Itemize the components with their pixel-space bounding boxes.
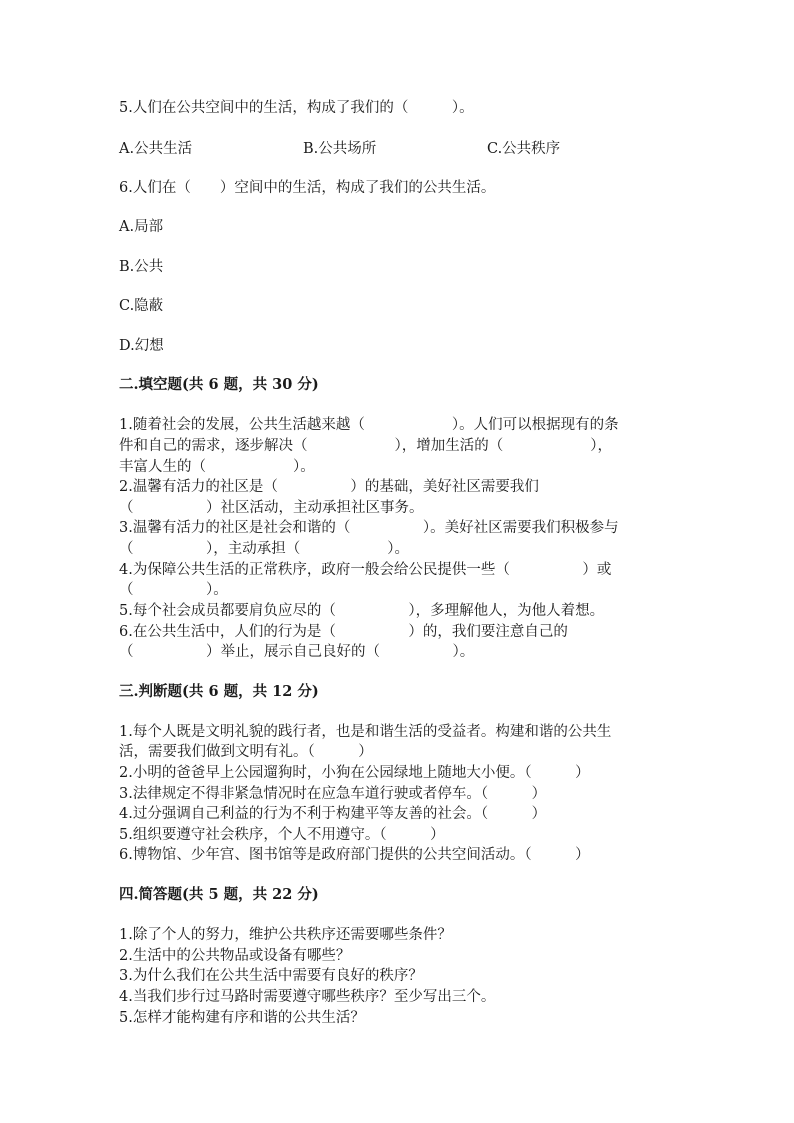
judge-section-heading: 三.判断题(共 6 题，共 12 分) (119, 683, 319, 700)
short-line: 5.怎样才能构建有序和谐的公共生活？ (119, 1010, 365, 1026)
q6-option-b: B.公共 (119, 259, 164, 275)
fill-line: （ ）举止，展示自己良好的（ ）。 (119, 644, 475, 660)
q6-option-a: A.局部 (119, 219, 164, 235)
question-5: 5.人们在公共空间中的生活，构成了我们的（ ）。 (119, 100, 474, 116)
q5-option-b: B.公共场所 (303, 141, 377, 157)
fill-line: 3.温馨有活力的社区是社会和谐的（ ）。美好社区需要我们积极参与 (119, 520, 619, 536)
fill-line: 2.温馨有活力的社区是（ ）的基础，美好社区需要我们 (119, 479, 539, 495)
fill-line: 丰富人生的（ ）。 (119, 459, 315, 475)
fill-line: 4.为保障公共生活的正常秩序，政府一般会给公民提供一些（ ）或 (119, 562, 612, 578)
fill-line: （ ），主动承担（ ）。 (119, 541, 409, 557)
short-line: 3.为什么我们在公共生活中需要有良好的秩序？ (119, 968, 423, 984)
q6-option-c: C.隐蔽 (119, 298, 164, 314)
judge-line: 3.法律规定不得非紧急情况时在应急车道行驶或者停车。（ ） (119, 786, 547, 802)
q5-option-c: C.公共秩序 (487, 141, 561, 157)
judge-line: 1.每个人既是文明礼貌的践行者，也是和谐生活的受益者。构建和谐的公共生 (119, 724, 612, 740)
judge-line: 2.小明的爸爸早上公园遛狗时，小狗在公园绿地上随地大小便。（ ） (119, 765, 590, 781)
fill-line: 5.每个社会成员都要肩负应尽的（ ），多理解他人，为他人着想。 (119, 603, 605, 619)
short-line: 4.当我们步行过马路时需要遵守哪些秩序？至少写出三个。 (119, 989, 496, 1005)
short-line: 1.除了个人的努力，维护公共秩序还需要哪些条件？ (119, 927, 452, 943)
fill-line: 件和自己的需求，逐步解决（ ），增加生活的（ ）， (119, 438, 612, 454)
judge-line: 6.博物馆、少年宫、图书馆等是政府部门提供的公共空间活动。（ ） (119, 847, 590, 863)
fill-line: 1.随着社会的发展，公共生活越来越（ ）。人们可以根据现有的条 (119, 417, 619, 433)
q5-option-a: A.公共生活 (119, 141, 193, 157)
fill-line: （ ）社区活动，主动承担社区事务。 (119, 500, 424, 516)
question-6: 6.人们在（ ）空间中的生活，构成了我们的公共生活。 (119, 180, 496, 196)
short-line: 2.生活中的公共物品或设备有哪些？ (119, 948, 351, 964)
fill-line: 6.在公共生活中，人们的行为是（ ）的，我们要注意自己的 (119, 624, 568, 640)
judge-line: 活，需要我们做到文明有礼。（ ） (119, 744, 373, 760)
short-section-heading: 四.简答题(共 5 题，共 22 分) (119, 886, 319, 903)
judge-line: 5.组织要遵守社会秩序，个人不用遵守。（ ） (119, 827, 445, 843)
fill-line: （ ）。 (119, 582, 228, 598)
judge-line: 4.过分强调自己利益的行为不利于构建平等友善的社会。（ ） (119, 806, 547, 822)
fill-section-heading: 二.填空题(共 6 题，共 30 分) (119, 376, 319, 393)
q6-option-d: D.幻想 (119, 338, 164, 354)
